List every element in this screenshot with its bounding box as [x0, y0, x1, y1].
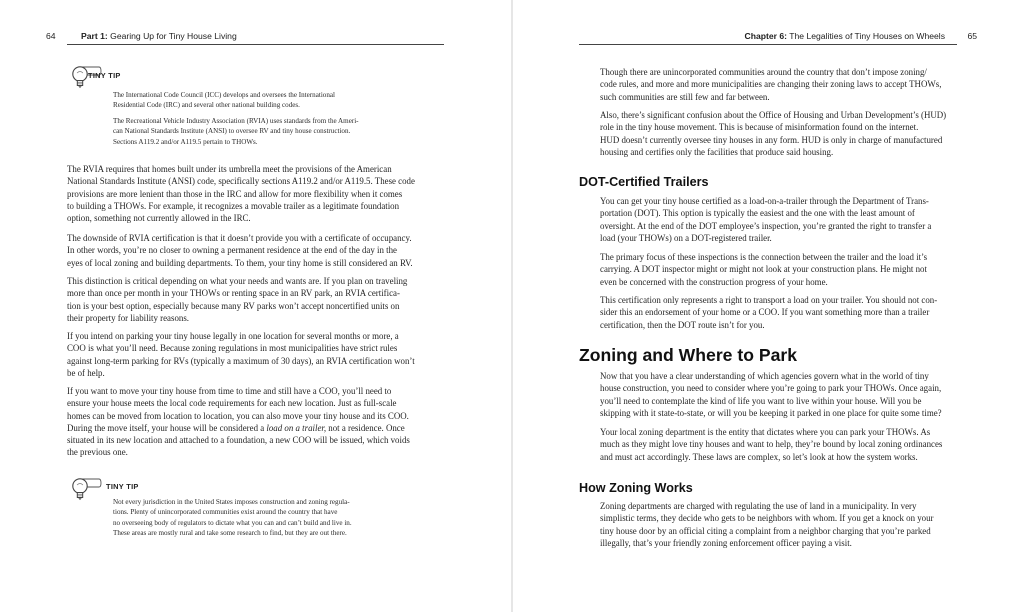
body-paragraph-where-to-park — [600, 370, 942, 419]
text-line: If you want to move your tiny house from time to time and still have a COO, you’ll need to — [67, 386, 392, 396]
text-line: situated in its new location and attached to a foundation, a new COO will be issued, which voids — [67, 435, 410, 446]
text-line: even be concerned with the construction progress of your home. — [600, 276, 828, 287]
running-head-title: Gearing Up for Tiny House Living — [110, 31, 237, 41]
heading-zoning-and-where-to-park: Zoning and Where to Park — [579, 345, 797, 365]
text-line: The primary focus of these inspections is the connection between the trailer and the load it’s — [600, 252, 928, 262]
text-line: illegally, that’s your friendly zoning enforcement officer paying a visit. — [600, 537, 852, 548]
text-line: option, something not currently allowed in the IRC. — [67, 213, 251, 224]
text-line: These areas are mostly rural and take some research to find, but they are out there. — [113, 529, 347, 538]
text-line: You can get your tiny house certified as a load-on-a-trailer through the Department of Trans- — [600, 196, 929, 206]
text-line: HUD doesn’t currently oversee tiny houses in any form. HUD is only in charge of manufactured — [600, 134, 943, 145]
left-page-number: 64 — [46, 31, 56, 41]
text-line: role in the tiny house movement. This is because of misinformation found on the internet. — [600, 122, 919, 133]
body-paragraph-dot-certification — [600, 195, 931, 244]
italic-text-run: load on a trailer, — [266, 422, 327, 433]
tip2-paragraph — [113, 497, 352, 539]
text-line: sider this an endorsement of your home or a COO. If you want something more than a trailer — [600, 307, 930, 318]
lightbulb-icon — [68, 476, 102, 504]
text-line: ensure your house meets the local code requirements for each new location. Just as full-scale — [67, 398, 397, 409]
left-running-head — [81, 31, 237, 41]
text-line: no overseeing body of regulators to dictate what you can and can’t build and live in. — [113, 518, 352, 527]
text-line: oversight. At the end of the DOT employee’s inspection, you’re granted the right to transfer a — [600, 220, 932, 231]
text-line: The downside of RVIA certification is that it doesn’t provide you with a certificate of occupancy. — [67, 233, 412, 243]
tip-label: TINY TIP — [88, 71, 121, 80]
left-header-rule — [67, 44, 444, 45]
page-gutter — [511, 0, 513, 612]
text-line: Your local zoning department is the entity that dictates where you can park your THOWs. As — [600, 427, 931, 437]
text-line: The International Code Council (ICC) develops and oversees the International — [113, 91, 336, 99]
text-line: to building a THOWs. For example, it recognizes a movable trailer as a legitimate foundation — [67, 200, 400, 211]
right-page-number: 65 — [967, 31, 977, 41]
text-line: tion is your best option, especially because many RV parks won’t accept noncertified units on — [67, 300, 400, 311]
text-line: certification, then the DOT route isn’t for you. — [600, 319, 765, 330]
text-line: Now that you have a clear understanding of which agencies govern what in the world of tiny — [600, 371, 929, 381]
body-paragraph-hud — [600, 109, 946, 158]
text-run: not a residence. Once — [326, 422, 405, 433]
body-paragraph-dot-limits — [600, 294, 937, 331]
right-header-rule — [579, 44, 957, 45]
text-line: can National Standards Institute (ANSI) to oversee RV and tiny house construction. — [113, 127, 351, 136]
text-line: portation (DOT). This option is typically the easiest and the one with the least amount of — [600, 208, 915, 219]
body-paragraph-how-zoning-works — [600, 500, 934, 549]
text-line: National Standards Institute (ANSI) code, specifically sections A119.2 and/or A119.5. These code — [67, 176, 415, 187]
text-line: more than once per month in your THOWs or renting space in an RV park, an RVIA certifica- — [67, 288, 400, 299]
text-line: the previous one. — [67, 447, 128, 458]
text-line: house construction, you need to consider where you’re going to park your THOWs. Once again, — [600, 383, 942, 394]
heading-how-zoning-works: How Zoning Works — [579, 481, 693, 495]
text-line: Zoning departments are charged with regulating the use of land in a municipality. In very — [600, 501, 917, 511]
text-line: If you intend on parking your tiny house legally in one location for several months or more, a — [67, 331, 399, 341]
body-paragraph-rvia-requirements — [67, 163, 415, 224]
text-line — [67, 422, 410, 434]
text-line: tions. Plenty of unincorporated communities exist around the country that have — [113, 508, 338, 517]
body-paragraph-dot-inspections — [600, 251, 927, 288]
body-paragraph-moving-coo — [67, 385, 410, 459]
text-line: skipping with it state-to-state, or will you be keeping it parked in one place for quite some time? — [600, 407, 942, 418]
body-paragraph-coo — [67, 330, 415, 379]
right-running-head — [745, 31, 945, 41]
text-line: much as they might love tiny houses and want to help, they’re bound by local zoning ordinances — [600, 439, 943, 450]
text-line: and must act accordingly. These laws are complex, so let’s look at how the system works. — [600, 451, 918, 462]
tip-label: TINY TIP — [106, 482, 139, 491]
text-line: Residential Code (IRC) and several other national building codes. — [113, 101, 300, 110]
running-head-title: The Legalities of Tiny Houses on Wheels — [789, 31, 945, 41]
text-line: eyes of local zoning and building departments. To them, your tiny home is still considered an RV. — [67, 257, 413, 268]
text-line: This distinction is critical depending on what your needs and wants are. If you plan on traveling — [67, 276, 408, 286]
text-line: The RVIA requires that homes built under its umbrella meet the provisions of the American — [67, 164, 392, 174]
text-line: their property for liability reasons. — [67, 312, 189, 323]
text-line: homes can be moved from location to location, you can also move your tiny house and its COO. — [67, 410, 409, 421]
tip1-paragraph-2 — [113, 116, 359, 147]
text-line: housing and certifies only the facilities that produce said housing. — [600, 146, 834, 157]
heading-dot-certified-trailers: DOT-Certified Trailers — [579, 175, 709, 189]
text-line: Sections A119.2 and/or A119.5 pertain to THOWs. — [113, 137, 258, 146]
text-line: The Recreational Vehicle Industry Association (RVIA) uses standards from the Ameri- — [113, 117, 359, 125]
text-line: carrying. A DOT inspector might or might not look at your construction plans. He might not — [600, 264, 927, 275]
text-line: against long-term parking for RVs (typically a maximum of 30 days), an RVIA certification won’t — [67, 355, 415, 366]
text-line: tiny house door by an official citing a complaint from a neighbor charging that you’re parked — [600, 525, 931, 536]
body-paragraph-distinction — [67, 275, 407, 324]
text-line: you’ll need to contemplate the kind of life you want to live within your house. Will you be — [600, 395, 922, 406]
text-line: code rules, and more and more municipalities are changing their zoning laws to accept THOWs, — [600, 79, 942, 90]
running-head-part: Part 1: — [81, 31, 108, 41]
text-line: simplistic terms, they decide who gets to be neighbors with whom. If you get a knock on your — [600, 513, 934, 524]
text-line: load (your THOWs) on a DOT-registered trailer. — [600, 232, 772, 243]
tip1-paragraph-1 — [113, 90, 335, 111]
text-line: such communities are still few and far between. — [600, 91, 770, 102]
text-line: Though there are unincorporated communities around the country that don’t impose zoning/ — [600, 67, 927, 77]
text-line: Not every jurisdiction in the United States imposes construction and zoning regula- — [113, 498, 350, 506]
text-run: During the move itself, your house will be considered a — [67, 422, 267, 433]
text-line: provisions are more lenient than those in the IRC and allow for more flexibility when it comes — [67, 188, 403, 199]
body-paragraph-unincorporated — [600, 66, 941, 103]
text-line: COO is what you’ll need. Because zoning regulations in most municipalities have strict rules — [67, 343, 398, 354]
running-head-chapter: Chapter 6: — [744, 31, 788, 41]
text-line: be of help. — [67, 367, 105, 378]
body-paragraph-rvia-downside — [67, 232, 413, 269]
text-line: Also, there’s significant confusion about the Office of Housing and Urban Development’s (HUD) — [600, 110, 947, 120]
text-line: This certification only represents a right to transport a load on your trailer. You should not con- — [600, 295, 938, 305]
body-paragraph-zoning-department — [600, 426, 942, 463]
text-line: In other words, you’re no closer to owning a permanent residence at the end of the day in the — [67, 245, 397, 256]
